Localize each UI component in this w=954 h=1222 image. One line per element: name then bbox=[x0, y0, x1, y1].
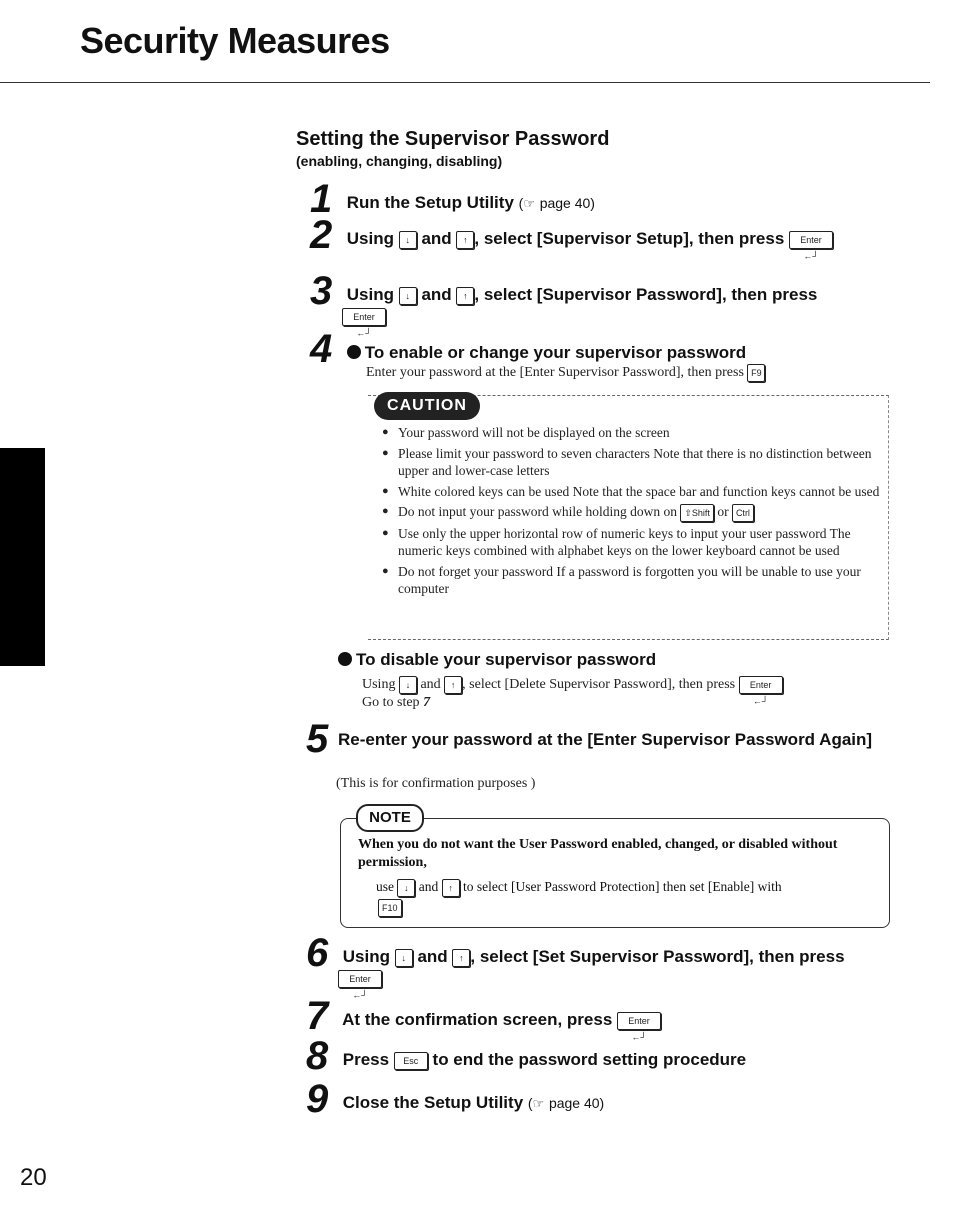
shift-key-icon: ⇧Shift bbox=[680, 504, 714, 522]
step-3-enter bbox=[342, 308, 386, 338]
step-number: 5 bbox=[306, 717, 329, 761]
up-arrow-key-icon: ↑ bbox=[452, 949, 470, 967]
step-text-and: and bbox=[417, 947, 448, 966]
step-text-post: , select [Supervisor Setup], then press bbox=[474, 229, 785, 248]
section-heading: Setting the Supervisor Password bbox=[296, 128, 610, 150]
goto-text: Go to step bbox=[362, 695, 420, 710]
ref-open: ( bbox=[527, 1095, 533, 1111]
down-arrow-key-icon: ↓ bbox=[399, 287, 417, 305]
page-ref-icon: ☞ bbox=[523, 196, 535, 211]
page-ref-icon: ☞ bbox=[532, 1096, 545, 1111]
step-9 bbox=[306, 1077, 605, 1121]
caution-or-text: or bbox=[717, 504, 729, 519]
step-number: 2 bbox=[310, 213, 333, 257]
note-bold-text: When you do not want the User Password enabled, changed, or disabled without permission, bbox=[358, 837, 838, 870]
f10-key-icon: F10 bbox=[378, 899, 402, 917]
step-text-and: and bbox=[421, 229, 452, 248]
disable-text-and: and bbox=[420, 677, 441, 693]
section-subheading: (enabling, changing, disabling) bbox=[296, 153, 503, 169]
disable-heading-text: To disable your supervisor password bbox=[356, 650, 657, 669]
step-text-and: and bbox=[421, 285, 452, 304]
caution-hold-text: Do not input your password while holding down on bbox=[398, 504, 677, 519]
step-3 bbox=[310, 269, 910, 313]
down-arrow-key-icon: ↓ bbox=[399, 231, 417, 249]
bullet-icon bbox=[347, 345, 361, 359]
step-text-pre: Press bbox=[342, 1050, 390, 1069]
title-divider bbox=[0, 82, 930, 83]
step-6-enter bbox=[338, 970, 382, 1000]
ctrl-key-icon: Ctrl bbox=[732, 504, 754, 522]
step-text-pre: Using bbox=[346, 285, 394, 304]
bullet-icon bbox=[338, 652, 352, 666]
step-text-post: , select [Supervisor Password], then press bbox=[474, 285, 818, 304]
caution-item: ● White colored keys can be used Note that the space bar and function keys cannot be used bbox=[380, 483, 880, 501]
disable-text-post: , select [Delete Supervisor Password], then press bbox=[462, 677, 736, 693]
step-number: 4 bbox=[310, 327, 333, 371]
page-title: Security Measures bbox=[80, 20, 390, 61]
step-number: 1 bbox=[310, 177, 333, 221]
down-arrow-key-icon: ↓ bbox=[399, 676, 417, 694]
caution-list bbox=[380, 424, 880, 601]
enter-key-icon: Enter ←┘ bbox=[789, 231, 833, 249]
disable-heading bbox=[338, 650, 656, 670]
esc-key-icon: Esc bbox=[394, 1052, 428, 1070]
page-ref: page 40) bbox=[539, 195, 595, 211]
step-text: Run the Setup Utility bbox=[346, 193, 514, 212]
enter-key-icon: Enter ←┘ bbox=[617, 1012, 661, 1030]
step-text-post: , select [Set Supervisor Password], then press bbox=[470, 947, 845, 966]
goto-step: 7 bbox=[423, 695, 431, 710]
step-text: At the confirmation screen, press bbox=[342, 1010, 613, 1029]
caution-item-hold bbox=[380, 503, 880, 522]
step-text-post: to end the password setting procedure bbox=[432, 1050, 747, 1069]
step-4-body bbox=[366, 364, 765, 382]
step-text-pre: Using bbox=[342, 947, 390, 966]
step-6 bbox=[306, 931, 906, 975]
side-tab-marker bbox=[0, 448, 45, 666]
caution-label: CAUTION bbox=[374, 392, 480, 420]
enter-key-icon: Enter ←┘ bbox=[338, 970, 382, 988]
step-text: Close the Setup Utility bbox=[342, 1093, 524, 1112]
note-label: NOTE bbox=[356, 804, 424, 832]
page-number: 20 bbox=[20, 1164, 47, 1191]
caution-item: ● Do not forget your password If a password is forgotten you will be unable to use your computer bbox=[380, 563, 880, 598]
step-number: 7 bbox=[306, 994, 329, 1038]
enter-key-icon: Enter ←┘ bbox=[739, 676, 783, 694]
step-2 bbox=[310, 213, 833, 261]
step-number: 8 bbox=[306, 1034, 329, 1078]
step-number: 9 bbox=[306, 1077, 329, 1121]
up-arrow-key-icon: ↑ bbox=[444, 676, 462, 694]
enter-key-icon: Enter ←┘ bbox=[342, 308, 386, 326]
step-heading: To enable or change your supervisor password bbox=[364, 343, 747, 362]
step-8 bbox=[306, 1034, 747, 1078]
page-ref: page 40) bbox=[548, 1095, 605, 1111]
f9-key-icon: F9 bbox=[747, 364, 765, 382]
caution-item: ● Please limit your password to seven characters Note that there is no distinction between upper and lower-case letters bbox=[380, 445, 880, 480]
note-text-post: to select [User Password Protection] then set [Enable] with bbox=[463, 879, 782, 894]
caution-item: ● Use only the upper horizontal row of numeric keys to input your user password The numeric keys combined with alphabet keys on the lower keyboard cannot be used bbox=[380, 525, 880, 560]
caution-item: ● Your password will not be displayed on the screen bbox=[380, 424, 880, 442]
note-body bbox=[376, 877, 876, 917]
down-arrow-key-icon: ↓ bbox=[397, 879, 415, 897]
step-7 bbox=[306, 994, 661, 1042]
step-text-pre: Using bbox=[346, 229, 394, 248]
disable-goto bbox=[362, 694, 430, 712]
step-text: Re-enter your password at the [Enter Supervisor Password Again] bbox=[338, 730, 873, 749]
disable-text-pre: Using bbox=[362, 677, 396, 693]
note-text-and: and bbox=[418, 879, 439, 894]
step-4 bbox=[310, 327, 747, 371]
step-number: 3 bbox=[310, 269, 333, 313]
down-arrow-key-icon: ↓ bbox=[395, 949, 413, 967]
step-number: 6 bbox=[306, 931, 329, 975]
step-5-body: (This is for confirmation purposes ) bbox=[336, 776, 536, 791]
up-arrow-key-icon: ↑ bbox=[456, 287, 474, 305]
up-arrow-key-icon: ↑ bbox=[442, 879, 460, 897]
step-4-instruction: Enter your password at the [Enter Supervisor Password], then press bbox=[366, 365, 744, 381]
ref-open: ( bbox=[518, 195, 524, 211]
step-1 bbox=[310, 177, 595, 221]
up-arrow-key-icon: ↑ bbox=[456, 231, 474, 249]
note-text-pre: use bbox=[376, 879, 394, 894]
step-5 bbox=[306, 717, 896, 761]
